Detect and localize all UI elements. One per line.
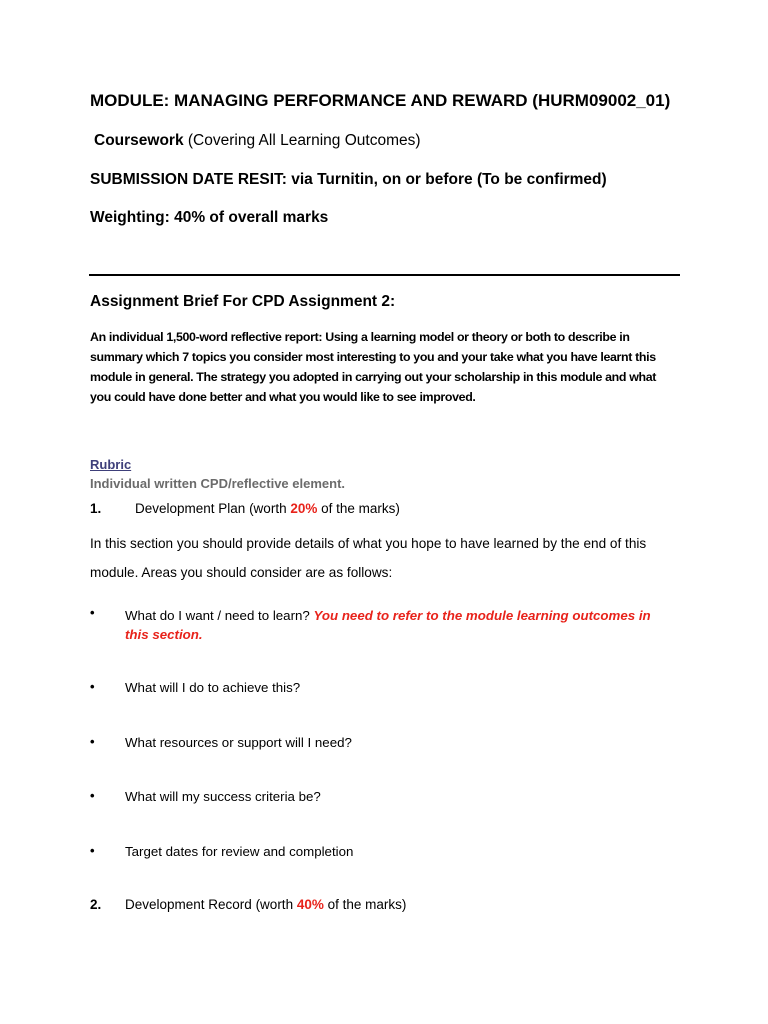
section-1-label: Development Plan (worth: [135, 501, 291, 516]
submission-date: SUBMISSION DATE RESIT: via Turnitin, on or before (To be confirmed): [90, 171, 607, 188]
brief-line: module in general. The strategy you adopted in carrying out your scholarship in this module and what: [90, 370, 657, 384]
brief-line: you could have done better and what you would like to see improved.: [90, 390, 476, 404]
bullet-item: Target dates for review and completion: [125, 844, 354, 859]
bullet-item: [125, 606, 651, 644]
bullet-item: What will my success criteria be?: [125, 789, 321, 804]
section-2-label: Development Record (worth: [125, 897, 297, 912]
horizontal-divider: [89, 274, 680, 276]
weighting: Weighting: 40% of overall marks: [90, 209, 329, 226]
bullet-icon: •: [90, 679, 95, 694]
section-1-intro-line: module. Areas you should consider are as follows:: [90, 565, 393, 580]
coursework-detail: (Covering All Learning Outcomes): [183, 132, 421, 149]
bullet-icon: •: [90, 734, 95, 749]
section-1-percent: 20%: [290, 501, 318, 516]
coursework-label: Coursework: [94, 132, 184, 149]
section-1-heading: [135, 501, 400, 516]
bullet-warning: You need to refer to the module learning outcomes in: [313, 608, 651, 623]
section-1-intro-line: In this section you should provide details of what you hope to have learned by the end of this: [90, 536, 647, 551]
bullet-text: What do I want / need to learn?: [125, 608, 314, 623]
section-2-percent: 40%: [296, 897, 324, 912]
section-2-label-end: of the marks): [323, 897, 407, 912]
section-1-number: 1.: [90, 501, 102, 516]
section-2-heading: [125, 897, 406, 912]
assignment-brief-paragraph: [90, 327, 680, 407]
bullet-icon: •: [90, 788, 95, 803]
assignment-brief-title: Assignment Brief For CPD Assignment 2:: [90, 293, 396, 310]
section-2-number: 2.: [90, 897, 102, 912]
rubric-subtitle: Individual written CPD/reflective element.: [90, 476, 346, 491]
bullet-warning-cont: this section.: [125, 627, 203, 642]
bullet-icon: •: [90, 605, 95, 620]
module-title: MODULE: MANAGING PERFORMANCE AND REWARD (HURM09002_01): [90, 91, 671, 110]
bullet-item: What resources or support will I need?: [125, 735, 352, 750]
bullet-item: What will I do to achieve this?: [125, 680, 301, 695]
section-1-label-end: of the marks): [317, 501, 400, 516]
rubric-heading: Rubric: [90, 457, 132, 472]
bullet-icon: •: [90, 843, 95, 858]
brief-line: An individual 1,500-word reflective report: Using a learning model or theory or both to describe in: [90, 330, 630, 344]
coursework-line: [94, 132, 421, 150]
brief-line: summary which 7 topics you consider most interesting to you and your take what you have learnt this: [90, 350, 656, 364]
